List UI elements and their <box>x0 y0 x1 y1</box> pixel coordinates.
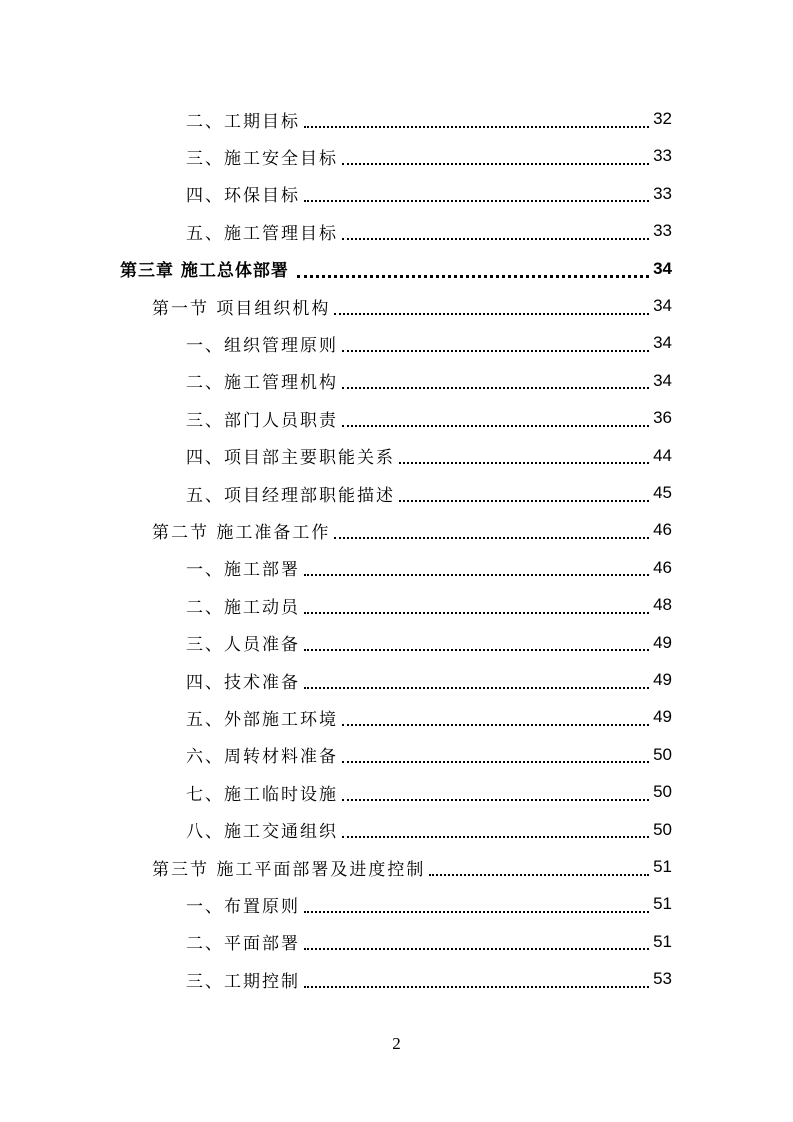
toc-entry-item[interactable] <box>186 774 672 811</box>
toc-entry-section[interactable] <box>152 288 672 325</box>
toc-entry-label: 五、项目经理部职能描述 <box>186 481 395 506</box>
dot-leader <box>342 798 649 801</box>
toc-entry-item[interactable] <box>186 138 672 175</box>
dot-leader <box>304 648 649 651</box>
toc-entry-page-number: 44 <box>653 445 672 465</box>
toc-entry-label: 八、施工交通组织 <box>186 817 338 842</box>
toc-entry-page-number: 32 <box>653 109 672 128</box>
toc-entry-label: 二、施工管理机构 <box>186 368 338 393</box>
toc-entry-item[interactable] <box>186 475 672 512</box>
toc-entry-page-number: 33 <box>653 146 672 166</box>
toc-entry-item[interactable] <box>186 437 672 474</box>
toc-entry-page-number: 49 <box>653 632 672 652</box>
toc-entry-item[interactable] <box>186 662 672 699</box>
toc-entry-item[interactable] <box>186 886 672 923</box>
dot-leader <box>334 536 649 539</box>
toc-entry-label: 二、平面部署 <box>186 929 300 954</box>
toc-entry-label: 三、施工安全目标 <box>186 144 338 169</box>
toc-entry-page-number: 51 <box>653 931 672 951</box>
toc-entry-page-number: 53 <box>653 969 672 989</box>
toc-entry-item[interactable] <box>186 624 672 661</box>
dot-leader <box>342 162 649 165</box>
toc-entry-label: 四、环保目标 <box>186 181 300 206</box>
toc-entry-item[interactable] <box>186 811 672 848</box>
toc-entry-label: 第三节 施工平面部署及进度控制 <box>152 855 425 880</box>
dot-leader <box>297 274 649 278</box>
dot-leader <box>304 573 649 576</box>
toc-entry-page-number: 33 <box>653 183 672 203</box>
toc-entry-item[interactable] <box>186 101 672 138</box>
toc-entry-section[interactable] <box>152 849 672 886</box>
dot-leader <box>304 125 649 128</box>
dot-leader <box>304 985 649 988</box>
toc-entry-item[interactable] <box>186 587 672 624</box>
toc-entry-page-number: 46 <box>653 520 672 540</box>
toc-entry-page-number: 49 <box>653 670 672 689</box>
toc-entry-page-number: 50 <box>653 744 672 764</box>
dot-leader <box>399 499 649 502</box>
toc-entry-page-number: 34 <box>653 258 672 278</box>
toc-entry-label: 五、施工管理目标 <box>186 219 338 244</box>
dot-leader <box>334 312 649 315</box>
dot-leader <box>342 760 649 763</box>
toc-entry-page-number: 51 <box>653 894 672 914</box>
toc-entry-page-number: 49 <box>653 707 672 727</box>
toc-entry-label: 六、周转材料准备 <box>186 742 338 767</box>
dot-leader <box>304 199 649 202</box>
dot-leader <box>342 835 649 838</box>
toc-entry-label: 七、施工临时设施 <box>186 780 338 805</box>
dot-leader <box>342 237 649 240</box>
toc-entry-page-number: 48 <box>653 595 672 615</box>
toc-entry-item[interactable] <box>186 175 672 212</box>
toc-entry-label: 一、组织管理原则 <box>186 331 338 356</box>
dot-leader <box>342 386 649 389</box>
dot-leader <box>342 349 649 352</box>
toc-entry-page-number: 50 <box>653 819 672 839</box>
dot-leader <box>429 873 649 876</box>
toc-entry-item[interactable] <box>186 699 672 736</box>
dot-leader <box>304 686 649 689</box>
toc-entry-label: 三、工期控制 <box>186 967 300 992</box>
toc-entry-page-number: 34 <box>653 370 672 390</box>
toc-entry-chapter[interactable] <box>120 250 672 287</box>
toc-entry-item[interactable] <box>186 362 672 399</box>
toc-entry-label: 第二节 施工准备工作 <box>152 518 330 543</box>
toc-entry-page-number: 51 <box>653 857 672 876</box>
toc-entry-page-number: 46 <box>653 557 672 577</box>
toc-entry-section[interactable] <box>152 512 672 549</box>
dot-leader <box>399 461 649 464</box>
toc-entry-item[interactable] <box>186 961 672 998</box>
toc-entry-page-number: 36 <box>653 408 672 428</box>
toc-entry-page-number: 34 <box>653 296 672 315</box>
toc-entry-label: 四、项目部主要职能关系 <box>186 443 395 468</box>
toc-entry-label: 一、施工部署 <box>186 555 300 580</box>
dot-leader <box>342 424 649 427</box>
dot-leader <box>304 611 649 614</box>
toc-entry-label: 第一节 项目组织机构 <box>152 294 330 319</box>
toc-entry-label: 第三章 施工总体部署 <box>120 256 289 281</box>
toc-entry-page-number: 34 <box>653 333 672 353</box>
dot-leader <box>304 947 649 950</box>
toc-entry-item[interactable] <box>186 736 672 773</box>
toc-entry-item[interactable] <box>186 400 672 437</box>
dot-leader <box>304 910 649 913</box>
toc-entry-item[interactable] <box>186 213 672 250</box>
toc-entry-item[interactable] <box>186 923 672 960</box>
toc-entry-label: 四、技术准备 <box>186 668 300 693</box>
toc-entry-page-number: 50 <box>653 782 672 802</box>
toc-entry-page-number: 45 <box>653 483 672 502</box>
toc-entry-label: 二、施工动员 <box>186 593 300 618</box>
dot-leader <box>342 723 649 726</box>
toc-entry-label: 三、部门人员职责 <box>186 406 338 431</box>
toc-entry-label: 三、人员准备 <box>186 630 300 655</box>
toc-entry-page-number: 33 <box>653 221 672 241</box>
page-number: 2 <box>392 1034 401 1053</box>
toc-entry-label: 五、外部施工环境 <box>186 705 338 730</box>
toc-entry-label: 二、工期目标 <box>186 107 300 132</box>
toc-entry-label: 一、布置原则 <box>186 892 300 917</box>
toc-entry-item[interactable] <box>186 325 672 362</box>
toc-entry-item[interactable] <box>186 549 672 586</box>
